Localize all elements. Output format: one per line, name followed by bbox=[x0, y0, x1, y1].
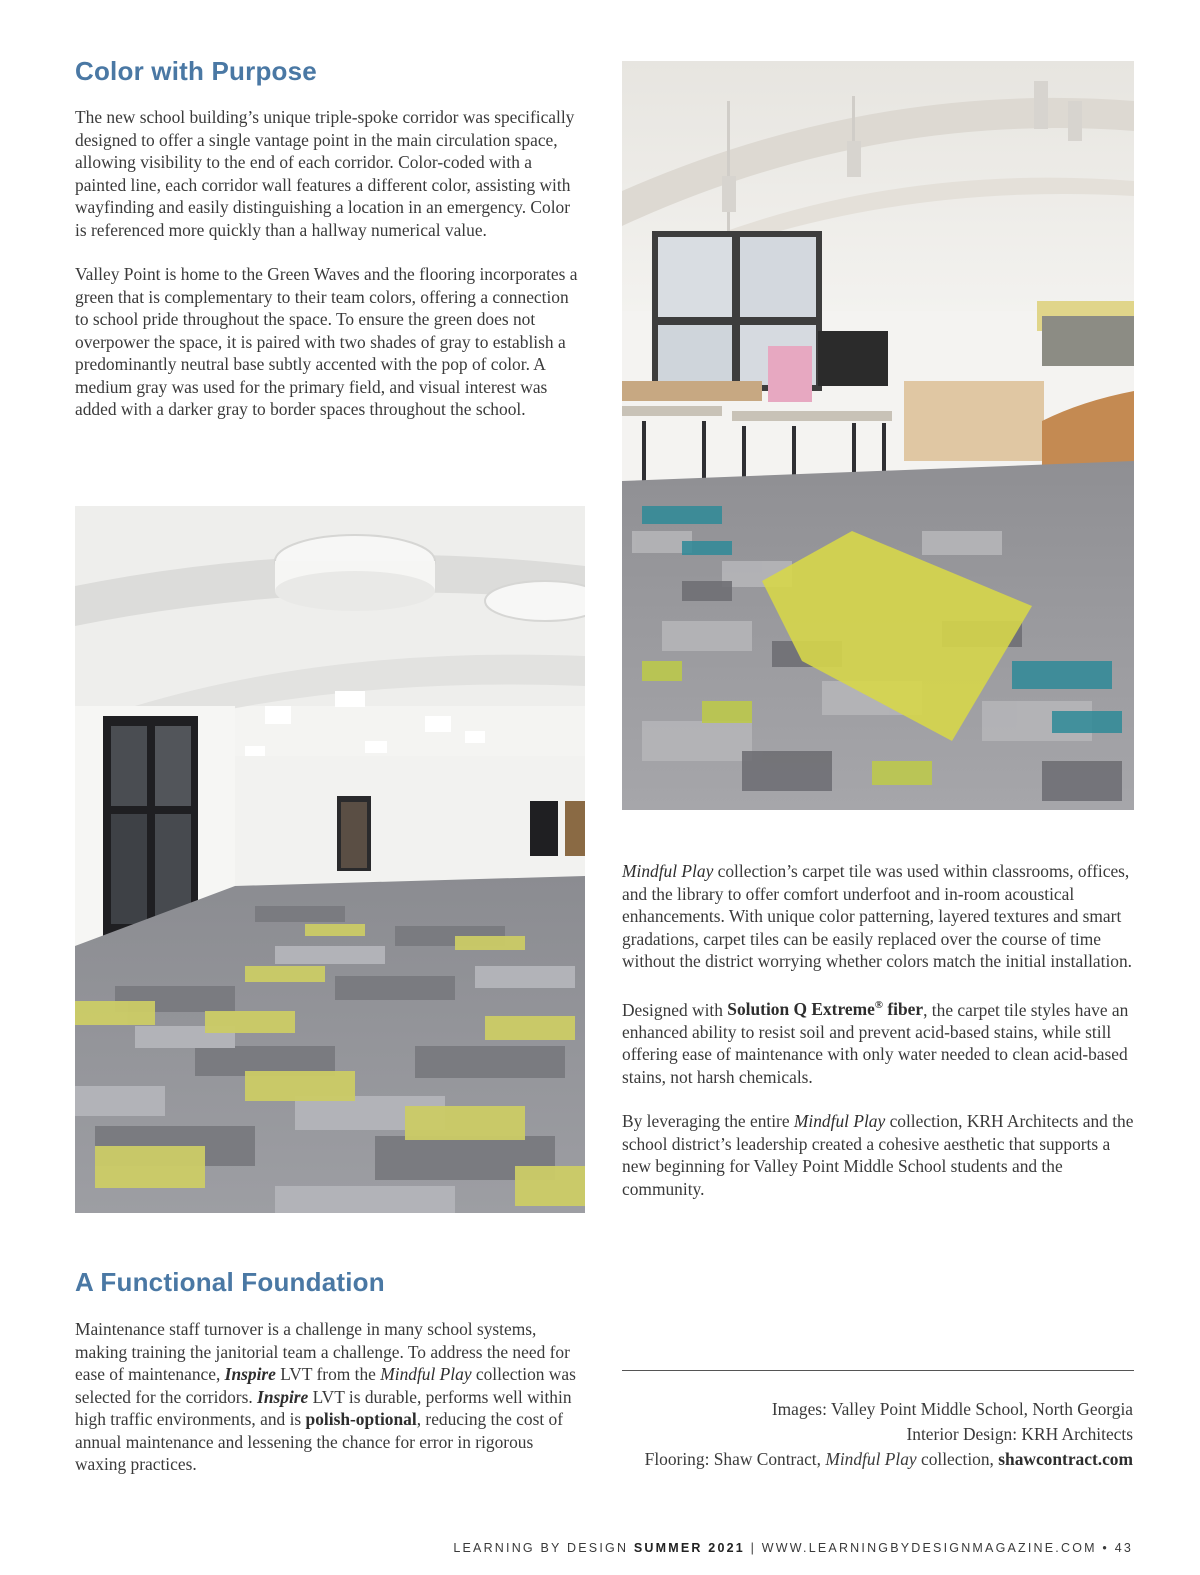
italic-product-name: Mindful Play bbox=[825, 1449, 917, 1469]
italic-product-name: Mindful Play bbox=[793, 1111, 886, 1132]
footer-issue: SUMMER 2021 bbox=[633, 1541, 745, 1555]
page-number: 43 bbox=[1114, 1541, 1133, 1555]
product-name-inspire: Inspire bbox=[257, 1386, 309, 1407]
image-credits bbox=[645, 1397, 1133, 1472]
paragraph-text: LVT from the bbox=[275, 1364, 381, 1384]
bold-fiber-name bbox=[727, 999, 923, 1019]
bold-text: fiber bbox=[883, 999, 924, 1020]
section-body-functional-foundation bbox=[75, 1318, 585, 1498]
corridor-lvt-photo bbox=[75, 506, 585, 1213]
paragraph-corridor: The new school building’s unique triple-spoke corridor was specifically designed to offer a single vantage point in the main circulation space, allowing visibility to the end of each corridor. Color-coded with a painted line, each corridor wall features a different color, assisting with wayfinding and easily distinguishing a location in an emergency. Color is referenced more quickly than a hallway numerical value. bbox=[75, 107, 575, 240]
italic-product-name: Mindful Play bbox=[622, 861, 714, 881]
paragraph-text: LVT is durable, performs well within high traffic environments, and is bbox=[75, 1386, 572, 1429]
credit-interior-design: Interior Design: KRH Architects bbox=[906, 1424, 1133, 1444]
library-carpet-photo bbox=[622, 61, 1134, 810]
bold-polish-optional: polish-optional bbox=[305, 1409, 417, 1429]
paragraph-text: , reducing the cost of annual maintenance and lessening the chance for error in rigorous waxing practices. bbox=[75, 1409, 564, 1474]
credit-text: Flooring: Shaw Contract, bbox=[644, 1449, 826, 1469]
paragraph-text: collection’s carpet tile was used within classrooms, offices, and the library to offer comfort underfoot and in-room acoustical enhancements. With unique color patterning, layered textures and smart gradations, carpet tiles can be easily replaced over the course of time without the district worrying whether colors match the initial installation. bbox=[622, 861, 1133, 971]
shawcontract-link[interactable]: shawcontract.com bbox=[998, 1449, 1133, 1469]
bold-text: Solution Q Extreme bbox=[727, 999, 875, 1020]
footer-bullet: • bbox=[1102, 1541, 1109, 1555]
footer-website-link[interactable]: WWW.LEARNINGBYDESIGNMAGAZINE.COM bbox=[761, 1541, 1097, 1555]
paragraph-maintenance bbox=[75, 1318, 585, 1476]
italic-product-name: Mindful Play bbox=[380, 1364, 472, 1384]
section-heading-color-with-purpose: Color with Purpose bbox=[75, 56, 317, 86]
paragraph-text: , the carpet tile styles have an enhanced ability to resist soil and prevent acid-based stains, while still offering ease of maintenance with only water needed to clean acid-based stains, not harsh chemicals. bbox=[622, 999, 1129, 1087]
section-heading-functional-foundation: A Functional Foundation bbox=[75, 1267, 385, 1297]
paragraph-mindful-play bbox=[622, 860, 1134, 973]
paragraph-green-waves: Valley Point is home to the Green Waves and the flooring incorporates a green that is complementary to their team colors, offering a connection to school pride throughout the space. To ensure the green does not overpower the space, it is paired with two shades of gray to establish a predominantly neutral base subtly accented with the pop of color. A medium gray was used for the primary field, and visual interest was added with a darker gray to border spaces throughout the school. bbox=[75, 264, 578, 419]
paragraph-text: Designed with bbox=[622, 999, 728, 1020]
paragraph-leveraging bbox=[622, 1110, 1134, 1200]
product-name-inspire: Inspire bbox=[224, 1364, 276, 1384]
paragraph-text: collection, KRH Architects and the school district’s leadership created a cohesive aesthetic that supports a new beginning for Valley Point Middle School students and the community. bbox=[622, 1111, 1134, 1199]
credit-images: Images: Valley Point Middle School, North Georgia bbox=[771, 1399, 1133, 1419]
credits-divider bbox=[622, 1370, 1134, 1371]
paragraph-text: collection was selected for the corridors. bbox=[75, 1364, 576, 1407]
credit-text: collection, bbox=[916, 1449, 999, 1469]
section-body-color-with-purpose bbox=[75, 106, 585, 443]
right-column-body bbox=[622, 860, 1134, 1222]
footer-separator: | bbox=[750, 1541, 757, 1555]
paragraph-solution-q bbox=[622, 995, 1134, 1089]
footer-magazine-name: LEARNING BY DESIGN bbox=[453, 1541, 629, 1555]
paragraph-text: Maintenance staff turnover is a challenge in many school systems, making training the janitorial team a challenge. To address the need for ease of maintenance, bbox=[75, 1319, 570, 1384]
credit-flooring bbox=[645, 1447, 1133, 1472]
page-footer bbox=[453, 1541, 1133, 1555]
paragraph-text: By leveraging the entire bbox=[622, 1111, 794, 1132]
registered-mark: ® bbox=[874, 999, 884, 1012]
